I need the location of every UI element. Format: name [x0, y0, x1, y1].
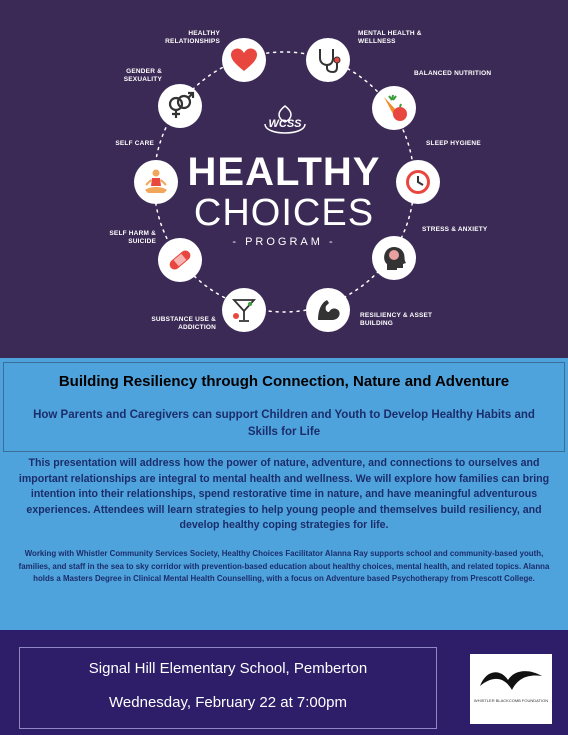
- balanced-nutrition-node: [372, 86, 416, 130]
- program-title-choices: CHOICES: [193, 192, 375, 234]
- event-details-section: [0, 358, 568, 630]
- topic-label: SELF CARE: [115, 140, 154, 147]
- carrot-icon: [378, 92, 410, 124]
- topic-label: GENDER & SEXUALITY: [123, 68, 162, 83]
- gender-sexuality-node: [158, 84, 202, 128]
- topic-label: SLEEP HYGIENE: [426, 140, 481, 147]
- program-title-program: - PROGRAM -: [232, 236, 336, 248]
- program-poster: [0, 0, 568, 358]
- healthy-relationships-node: [222, 38, 266, 82]
- meditation-icon: [140, 166, 172, 198]
- event-datetime: Wednesday, February 22 at 7:00pm: [109, 694, 347, 711]
- gender-symbols-icon: [164, 90, 196, 122]
- venue-box: [19, 647, 437, 729]
- event-title: Building Resiliency through Connection, Nature and Adventure: [58, 373, 510, 390]
- event-description: This presentation will address how the power of nature, adventure, and connections to ourselves and important relationships are integral to mental health and wellness. We will explore how families can bring intention into their relationships, spend restorative time in nature, and have meaningful adventurous experiences. Attendees will learn strategies to help young people and themselves build resiliency, and develop healthy coping strategies for life.: [18, 457, 550, 531]
- event-title-box: [3, 362, 565, 452]
- event-venue: Signal Hill Elementary School, Pemberton: [88, 660, 368, 677]
- sleep-hygiene-node: [396, 160, 440, 204]
- mental-health-node: [306, 38, 350, 82]
- topic-label: BALANCED NUTRITION: [414, 70, 492, 77]
- event-subtitle: How Parents and Caregivers can support Children and Youth to Develop Healthy Habits and Skills for Life: [33, 409, 535, 438]
- self-care-node: [134, 160, 178, 204]
- wcss-logo: [255, 104, 315, 144]
- event-footer: [0, 630, 568, 735]
- topic-label: SUBSTANCE USE & ADDICTION: [151, 316, 216, 331]
- swoosh-icon: [476, 662, 546, 702]
- bandage-icon: [164, 244, 196, 276]
- resiliency-node: [306, 288, 350, 332]
- topic-label: STRESS & ANXIETY: [422, 226, 488, 233]
- heart-icon: [228, 44, 260, 76]
- facilitator-bio: Working with Whistler Community Services Society, Healthy Choices Facilitator Alanna Ray supports school and community-based youth, families, and staff in the sea to sky corridor with prevention-based education about healthy choices, mental health, and related topics. Alanna holds a Masters Degree in Clinical Mental Health Counselling, with a focus on Adventure based Psychotherapy from Prescott College.: [18, 549, 550, 583]
- flexed-arm-icon: [312, 294, 344, 326]
- sponsor-logo-text: WHISTLER BLACKCOMB FOUNDATION: [473, 698, 549, 703]
- clock-icon: [402, 166, 434, 198]
- topic-label: RESILIENCY & ASSET BUILDING: [360, 312, 433, 327]
- substance-use-node: [222, 288, 266, 332]
- program-title-healthy: HEALTHY: [187, 150, 381, 194]
- stethoscope-icon: [312, 44, 344, 76]
- cocktail-glass-icon: [228, 294, 260, 326]
- topic-label: SELF HARM & SUICIDE: [109, 230, 156, 245]
- wcss-logo-text: WCSS: [268, 118, 302, 130]
- topic-label: HEALTHY RELATIONSHIPS: [165, 30, 220, 45]
- topic-label: MENTAL HEALTH & WELLNESS: [358, 30, 422, 45]
- sponsor-logo: [470, 654, 552, 724]
